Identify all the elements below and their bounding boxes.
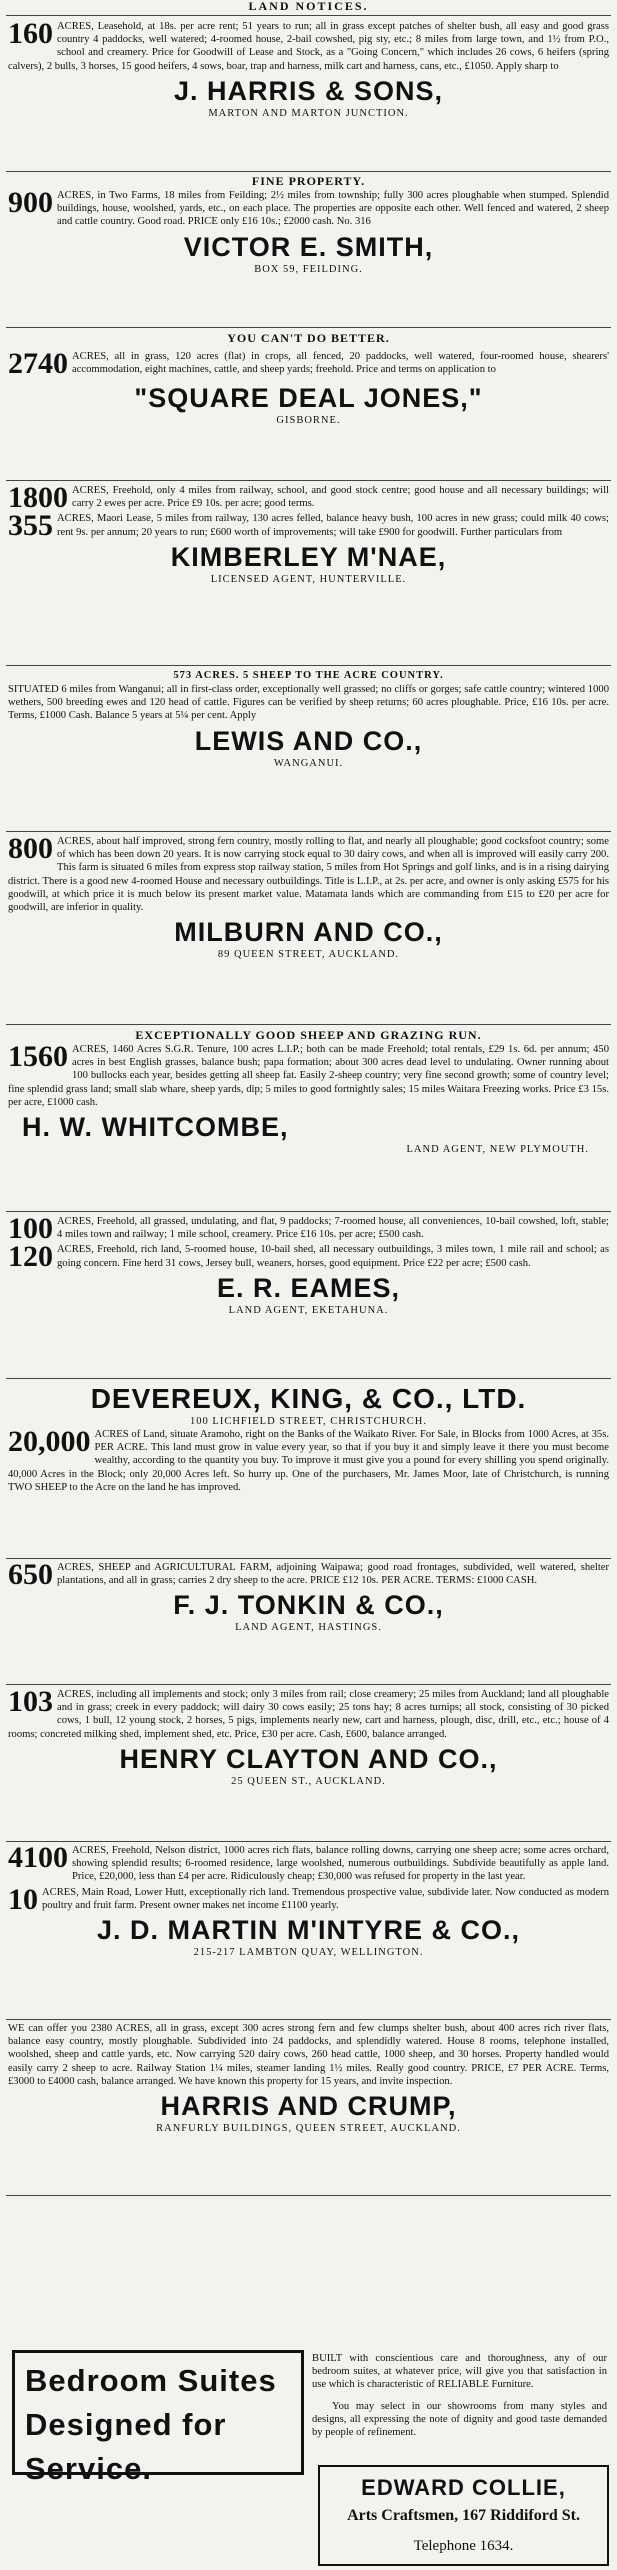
ad-text: ACRES, Main Road, Lower Hutt, exceptionally rich land. Tremendous prospective value, subdivide later. Now conducted as modern poultry and fruit farm. Present owner makes net income £1100 yearly.	[42, 1886, 609, 1911]
ad-devereux-king	[8, 1381, 609, 1555]
ad-number: 355	[8, 509, 53, 543]
ad-harris-crump	[8, 2022, 609, 2192]
ad-number: 900	[8, 186, 53, 219]
ad-text: ACRES, including all implements and stock; only 3 miles from rail; close creamery; 25 miles from Auckland; land all ploughable and in grass; creek in every paddock; will dairy 30 cows easily; 25 tons hay; 8 acres turnips; all stock, consisting of 30 picked cows, 1 bull, 12 young stock, 2 horses, 5 pigs, implements nearly new, cart and harness, plough, disc, drill, etc., etc.; house of 4 rooms; concreted milking shed, implement shed, etc. Price, £30 per acre. Cash, £600, balance arranged.	[8, 1689, 609, 1740]
ad-text: ACRES, Freehold, rich land, 5-roomed house, 10-bail shed, all necessary outbuildings, 3 miles town, 1 mile rail and school; as going concern. Fine herd 31 cows, Jersey bull, weaners, horses, good equipment. Price £22 per acre; £500 cash.	[57, 1244, 609, 1269]
divider	[6, 327, 611, 328]
advertiser-name: H. W. WHITCOMBE,	[22, 1112, 289, 1143]
ad-number: 20,000	[8, 1425, 91, 1458]
advertiser-name: VICTOR E. SMITH,	[183, 231, 434, 262]
ad-milburn-co	[8, 835, 609, 1021]
advertiser-address: GISBORNE.	[276, 415, 341, 427]
ad-heading: EXCEPTIONALLY GOOD SHEEP AND GRAZING RUN.	[135, 1028, 482, 1042]
banner-title-line2: Designed for Service.	[25, 2407, 227, 2486]
bedroom-body-para2: You may select in our showrooms from many styles and designs, all expressing the note of dignity and good taste demanded by people of refinement.	[312, 2400, 607, 2439]
ad-text: ACRES, SHEEP and AGRICULTURAL FARM, adjoining Waipawa; good road frontages, subdivided, well watered, shelter plantations, and all in grass; carries 2 dry sheep to the acre. PRICE £12 10s. PER ACRE. TERMS: £1000 CASH.	[57, 1562, 609, 1587]
advertiser-name: KIMBERLEY M'NAE,	[170, 541, 447, 572]
divider	[6, 1841, 611, 1842]
ad-text: ACRES, in Two Farms, 18 miles from Feilding; 2½ miles from township; fully 300 acres ploughable when stumped. Splendid buildings, house, woolshed, yards, etc., on each place. The properties are opposite each other. Well fenced and watered, 2 sheep and cattle country. Good road. PRICE only £16 10s.; £2000 cash.	[57, 190, 609, 228]
divider	[6, 2195, 611, 2196]
advertiser-name: LEWIS AND CO.,	[194, 725, 423, 756]
advertiser-name: F. J. TONKIN & CO.,	[173, 1590, 444, 1621]
advertiser-address: RANFURLY BUILDINGS, QUEEN STREET, AUCKLAND.	[156, 2123, 461, 2135]
ad-lewis-co	[8, 668, 609, 828]
ad-number: 100	[8, 1215, 53, 1245]
advertiser-address: 215-217 LAMBTON QUAY, WELLINGTON.	[193, 1947, 424, 1959]
ad-number: 120	[8, 1240, 53, 1274]
divider	[6, 1378, 611, 1379]
ad-heading: YOU CAN'T DO BETTER.	[227, 331, 390, 345]
bedroom-suites-banner	[12, 2350, 304, 2486]
advertiser-address: WANGANUI.	[273, 757, 344, 769]
ad-text: ACRES, 1460 Acres S.G.R. Tenure, 100 acres L.I.P.; both can be made Freehold; total rentals, £29 1s. 6d. per annum; 450 acres in best English grasses, balance bush; papa formation; about 300 acres dead level to undulating. Owner running about 100 bullocks each year, besides getting all sheep fat. Easily 2-sheep country; very fine second growth; some of country level; fine splendid grass land; small slab whare, sheep yards, dip; 5 miles to good fortnightly sales; 15 miles Waitara Freezing works. Price £3 15s. per acre, £1000 cash.	[8, 1044, 609, 1108]
advertiser-address: 25 QUEEN ST., AUCKLAND.	[231, 1775, 386, 1787]
ad-victor-smith	[8, 174, 609, 324]
ad-text: ACRES, Freehold, only 4 miles from railway, school, and good stock centre; good house and all necessary buildings; will carry 2 ewes per acre. Price £9 10s. per acre; good terms.	[72, 485, 609, 510]
ad-tonkin	[8, 1561, 609, 1681]
firm-telephone: Telephone 1634.	[413, 2538, 514, 2554]
advertiser-address: LAND AGENT, HASTINGS.	[235, 1622, 382, 1634]
ad-square-deal-jones	[8, 331, 609, 477]
ad-eames	[8, 1215, 609, 1375]
ad-number: 1560	[8, 1040, 68, 1073]
ad-number: 160	[8, 20, 53, 50]
ad-text: ACRES, about half improved, strong fern country, mostly rolling to flat, and nearly all ploughable; good cocksfoot country; some of which has been down 20 years. It is now carrying stock equal to 30 dairy cows, and when all is improved will easily carry 200. This farm is situated 6 miles from express stop railway station, 5 miles from Hot Springs and golf links, and is in a rising dairying district. There is a good new 4-roomed House and necessary outbuildings. Title is L.I.P., at 2s. per acre, and owner is only asking £575 for his goodwill, at which price it is much below its present market value. Matamata lands which are commanding from £15 to £20 per acre for goodwill, are inferior in quality.	[8, 836, 609, 914]
ad-text: ACRES, Maori Lease, 5 miles from railway, 130 acres felled, balance heavy bush, 100 acres in new grass; could milk 40 cows; rent 9s. per annum; 20 years to run; £600 worth of improvements; will take £900 for goodwill. Further particulars from	[57, 513, 609, 538]
advertiser-address: LAND AGENT, NEW PLYMOUTH.	[406, 1144, 589, 1156]
ad-ref-number: No. 316	[336, 216, 371, 228]
signature-box	[318, 2465, 609, 2566]
ad-heading: 573 ACRES. 5 SHEEP TO THE ACRE COUNTRY.	[173, 670, 444, 681]
ad-text: ACRES, Freehold, all grassed, undulating, and flat, 9 paddocks; 7-roomed house, all conveniences, 10-bail cowshed, loft, stable; 4 miles town and railway; 1 mile school, creamery. Price £16 10s. per acre; £500 cash.	[57, 1216, 609, 1241]
ad-number: 800	[8, 835, 53, 865]
divider	[6, 1024, 611, 1025]
ad-kimberley-mnae	[8, 484, 609, 662]
advertiser-address: BOX 59, FEILDING.	[254, 263, 363, 275]
advertiser-name: HENRY CLAYTON AND CO.,	[119, 1743, 498, 1774]
advertiser-address: 89 QUEEN STREET, AUCKLAND.	[217, 949, 400, 961]
ad-number: 2740	[8, 347, 68, 380]
advertiser-address: LICENSED AGENT, HUNTERVILLE.	[210, 573, 407, 585]
ad-number: 103	[8, 1688, 53, 1718]
page-header: LAND NOTICES.	[248, 0, 369, 13]
ad-martin-mcintyre	[8, 1844, 609, 2016]
divider	[6, 480, 611, 481]
ad-harris-sons	[8, 20, 609, 168]
ad-number: 4100	[8, 1844, 68, 1874]
ad-number: 10	[8, 1882, 38, 1916]
firm-name: EDWARD COLLIE,	[361, 2475, 566, 2500]
advertiser-address: 100 LICHFIELD STREET, CHRISTCHURCH.	[190, 1416, 427, 1427]
divider	[6, 171, 611, 172]
advertiser-name: MILBURN AND CO.,	[174, 917, 443, 948]
ad-text: WE can offer you 2380 ACRES, all in grass, except 300 acres strong fern and few clumps shelter bush, about 400 acres rich river flats, balance easy country, mostly ploughable. Subdivided into 24 paddocks, and splendidly watered. House 8 rooms, telephone installed, woolshed, sheep and cattle yards, etc. Now carrying 520 dairy cows, 260 head cattle, 1000 sheep, and 30 horses. Property handled would easily carry 2 sheep to acre. Railway Station 1¼ miles, steamer landing 1½ miles. Really good country. PRICE, £7 PER ACRE. Terms, £3000 to £4000 cash, balance arranged. We have known this property for 15 years, and invite inspection.	[8, 2023, 609, 2087]
banner-title-line1: Bedroom Suites	[25, 2363, 277, 2398]
advertiser-name: J. D. MARTIN M'INTYRE & CO.,	[97, 1915, 520, 1946]
advertiser-name: DEVEREUX, KING, & CO., LTD.	[90, 1383, 527, 1414]
ad-text: ACRES, all in grass, 120 acres (flat) in crops, all fenced, 20 paddocks, well watered, four-roomed house, shearers' accommodation, eight machines, cattle, and sheep yards; freehold. Price and terms on application to	[72, 351, 609, 376]
ad-heading: FINE PROPERTY.	[251, 174, 366, 188]
divider	[6, 1558, 611, 1559]
divider	[6, 1684, 611, 1685]
bedroom-body	[312, 2352, 607, 2439]
advertiser-name: "SQUARE DEAL JONES,"	[134, 383, 483, 414]
advertiser-address: LAND AGENT, EKETAHUNA.	[228, 1304, 389, 1316]
ad-text: ACRES, Leasehold, at 18s. per acre rent; 51 years to run; all in grass except patches of shelter bush, all easy and good grass country 4 paddocks, well watered; 4-roomed house, 2-bail cowshed, pig sty, etc.; 8 miles from large town, and 1½ from P.O., school and creamery. Price for Goodwill of Lease and Stock, as a "Going Concern," which includes 26 cows, 6 heifers (spring calvers), 2 bulls, 3 horses, 15 good heifers, 4 sows, boar, trap and harness, milk cart and harness, cans, etc., £1050. Apply sharp to	[8, 21, 609, 72]
divider	[6, 665, 611, 666]
ad-text: SITUATED 6 miles from Wanganui; all in first-class order, exceptionally well grassed; no cliffs or gorges; safe cattle country; wintered 1000 wethers, 500 breeding ewes and 120 head of cattle. Figures can be verified by sheep returns; 60 acres ploughable. Price, £16 10s. per acre. Terms, £1000 Cash. Balance 5 years at 5¼ per cent. Apply	[8, 684, 609, 722]
advertiser-name: E. R. EAMES,	[216, 1272, 401, 1303]
divider	[6, 1211, 611, 1212]
firm-address: Arts Craftsmen, 167 Riddiford St.	[347, 2507, 580, 2524]
ad-number: 1800	[8, 484, 68, 514]
ad-henry-clayton	[8, 1688, 609, 1838]
divider	[6, 2019, 611, 2020]
ad-number: 650	[8, 1561, 53, 1591]
advertiser-address: MARTON AND MARTON JUNCTION.	[208, 107, 409, 119]
ad-text: ACRES, Freehold, Nelson district, 1000 acres rich flats, balance rolling downs, carrying one sheep acre; some acres orchard, showing splendid results; 6-roomed residence, large woolshed, numerous outbuildings. Subdivide beautifully as apple land. Price, £20,000, less than £4 per acre. Ridiculously cheap; £30,000 was refused for property in the last year.	[72, 1845, 609, 1883]
divider	[6, 831, 611, 832]
ad-whitcombe	[8, 1028, 609, 1208]
bedroom-body-para1: BUILT with conscientious care and thoroughness, any of our bedroom suites, at whatever price, will give you that satisfaction in use which is characteristic of RELIABLE Furniture.	[312, 2353, 607, 2391]
advertiser-name: J. HARRIS & SONS,	[173, 75, 444, 106]
divider	[6, 15, 611, 16]
ad-text: ACRES of Land, situate Aramoho, right on the Banks of the Waikato River. For Sale, in Blocks from 1000 Acres, at 35s. PER ACRE. This land must grow in value every year, so that if you buy it and simply leave it there you must become wealthy, according to the quantity you buy. To improve it must give you a pound for every shilling you spend originally. 40,000 Acres in the Block; only 20,000 Acres left. So hurry up. One of the purchasers, Mr. James Moor, late of Christchurch, is running TWO SHEEP to the Acre on the land he has improved.	[8, 1429, 609, 1493]
advertiser-name: HARRIS AND CRUMP,	[160, 2091, 457, 2122]
